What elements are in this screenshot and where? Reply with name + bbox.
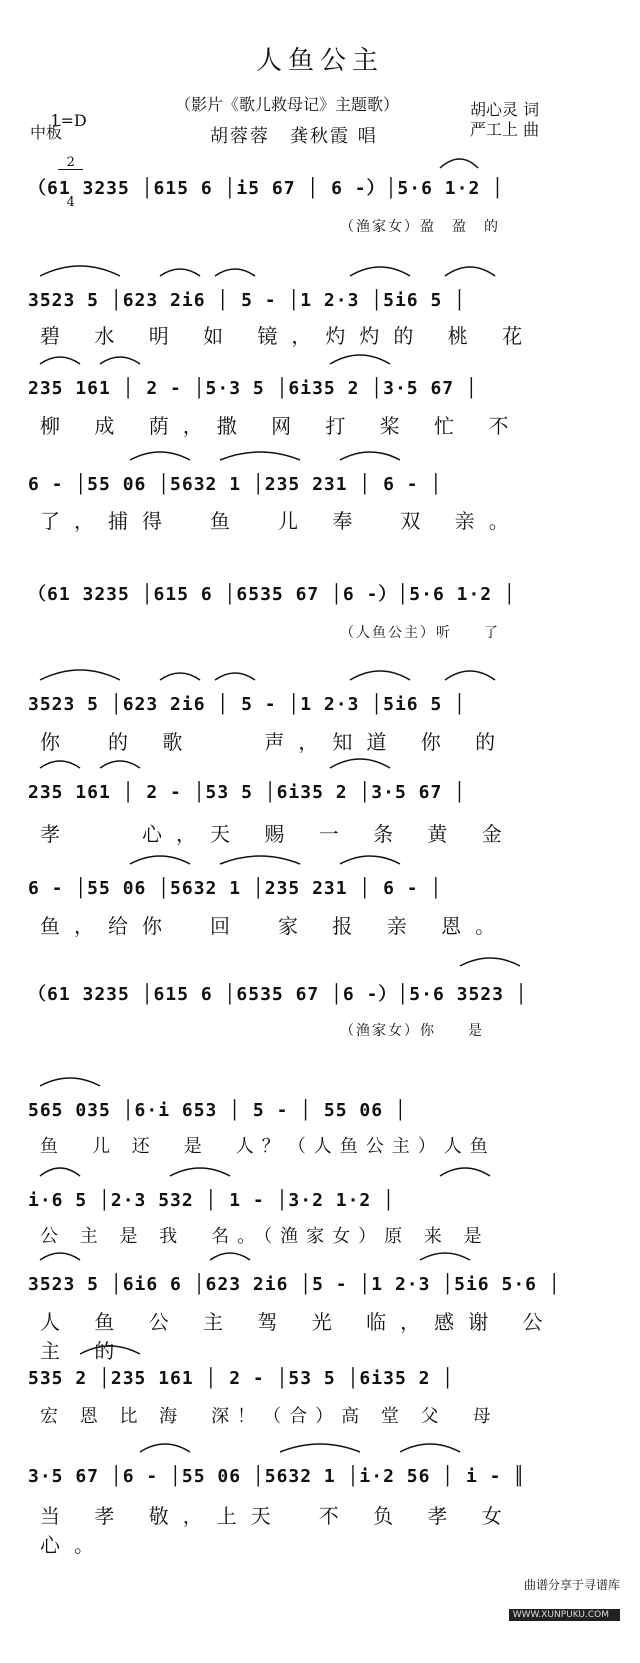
- time-denominator: 4: [66, 195, 75, 210]
- lyric-line: （人鱼公主）听 了: [340, 625, 500, 641]
- key-label: 1=D: [50, 111, 87, 130]
- tempo-marking: 中板: [30, 123, 63, 142]
- lyric-line: 公 主 是 我 名。（渔家女）原 来 是: [40, 1226, 490, 1247]
- lyricist: 胡心灵 词: [470, 100, 540, 119]
- notation-line: 535 2 │235 161 │ 2 - │53 5 │6i35 2 │: [28, 1368, 455, 1389]
- lyric-line: 人 鱼 公 主 驾 光 临，感谢 公 主 的: [40, 1310, 557, 1363]
- lyric-line: 了，捕得 鱼 儿 奉 双 亲。: [40, 509, 523, 533]
- lyric-line: 当 孝 敬，上天 不 负 孝 女 心。: [40, 1504, 516, 1557]
- notation-line: 235 161 │ 2 - │53 5 │6i35 2 │3·5 67 │: [28, 782, 466, 803]
- lyric-line: 鱼，给你 回 家 报 亲 恩。: [40, 914, 510, 938]
- lyric-line: 柳 成 荫，撒 网 打 桨 忙 不: [40, 414, 523, 438]
- watermark-text: 曲谱分享于寻谱库: [523, 1578, 620, 1592]
- lyric-line: （渔家女）盈 盈 的: [340, 219, 500, 235]
- lyric-line: 宏 恩 比 海 深！（合）高 堂 父 母: [40, 1406, 499, 1427]
- lyric-line: （渔家女）你 是: [340, 1023, 484, 1039]
- lyric-line: 碧 水 明 如 镜，灼灼的 桃 花: [40, 324, 537, 348]
- lyric-line: 孝 心，天 赐 一 条 黄 金: [40, 822, 516, 846]
- notation-line: 6 - │55 06 │5632 1 │235 231 │ 6 - │: [28, 878, 443, 899]
- notation-line: i·6 5 │2·3 532 │ 1 - │3·2 1·2 │: [28, 1190, 395, 1211]
- notation-line: 6 - │55 06 │5632 1 │235 231 │ 6 - │: [28, 474, 443, 495]
- notation-line: 3523 5 │623 2i6 │ 5 - │1 2·3 │5i6 5 │: [28, 694, 466, 715]
- watermark: [509, 1562, 620, 1649]
- notation-line: （61 3235 │615 6 │i5 67 │ 6 -）│5·6 1·2 │: [28, 178, 504, 199]
- notation-line: 235 161 │ 2 - │5·3 5 │6i35 2 │3·5 67 │: [28, 378, 478, 399]
- watermark-url: WWW.XUNPUKU.COM: [509, 1609, 620, 1621]
- subtitle: （影片《歌儿救母记》主题歌）: [175, 95, 400, 114]
- lyric-line: 你 的 歌 声，知道 你 的: [40, 730, 510, 754]
- notation-line: 3523 5 │6i6 6 │623 2i6 │5 - │1 2·3 │5i6 5·6 │: [28, 1274, 561, 1295]
- singers: 胡蓉蓉 龚秋霞 唱: [210, 126, 378, 147]
- notation-line: （61 3235 │615 6 │6535 67 │6 -）│5·6 1·2 │: [28, 584, 516, 605]
- composer: 严工上 曲: [470, 120, 540, 139]
- notation-line: （61 3235 │615 6 │6535 67 │6 -）│5·6 3523 │: [28, 984, 528, 1005]
- notation-line: 3523 5 │623 2i6 │ 5 - │1 2·3 │5i6 5 │: [28, 290, 466, 311]
- time-numerator: 2: [58, 156, 83, 170]
- song-title: 人鱼公主: [255, 46, 384, 76]
- notation-line: 3·5 67 │6 - │55 06 │5632 1 │i·2 56 │ i - ║: [28, 1466, 526, 1487]
- lyric-line: 鱼 儿 还 是 人？（人鱼公主）人鱼: [40, 1136, 496, 1157]
- notation-line: 565 035 │6·i 653 │ 5 - │ 55 06 │: [28, 1100, 407, 1121]
